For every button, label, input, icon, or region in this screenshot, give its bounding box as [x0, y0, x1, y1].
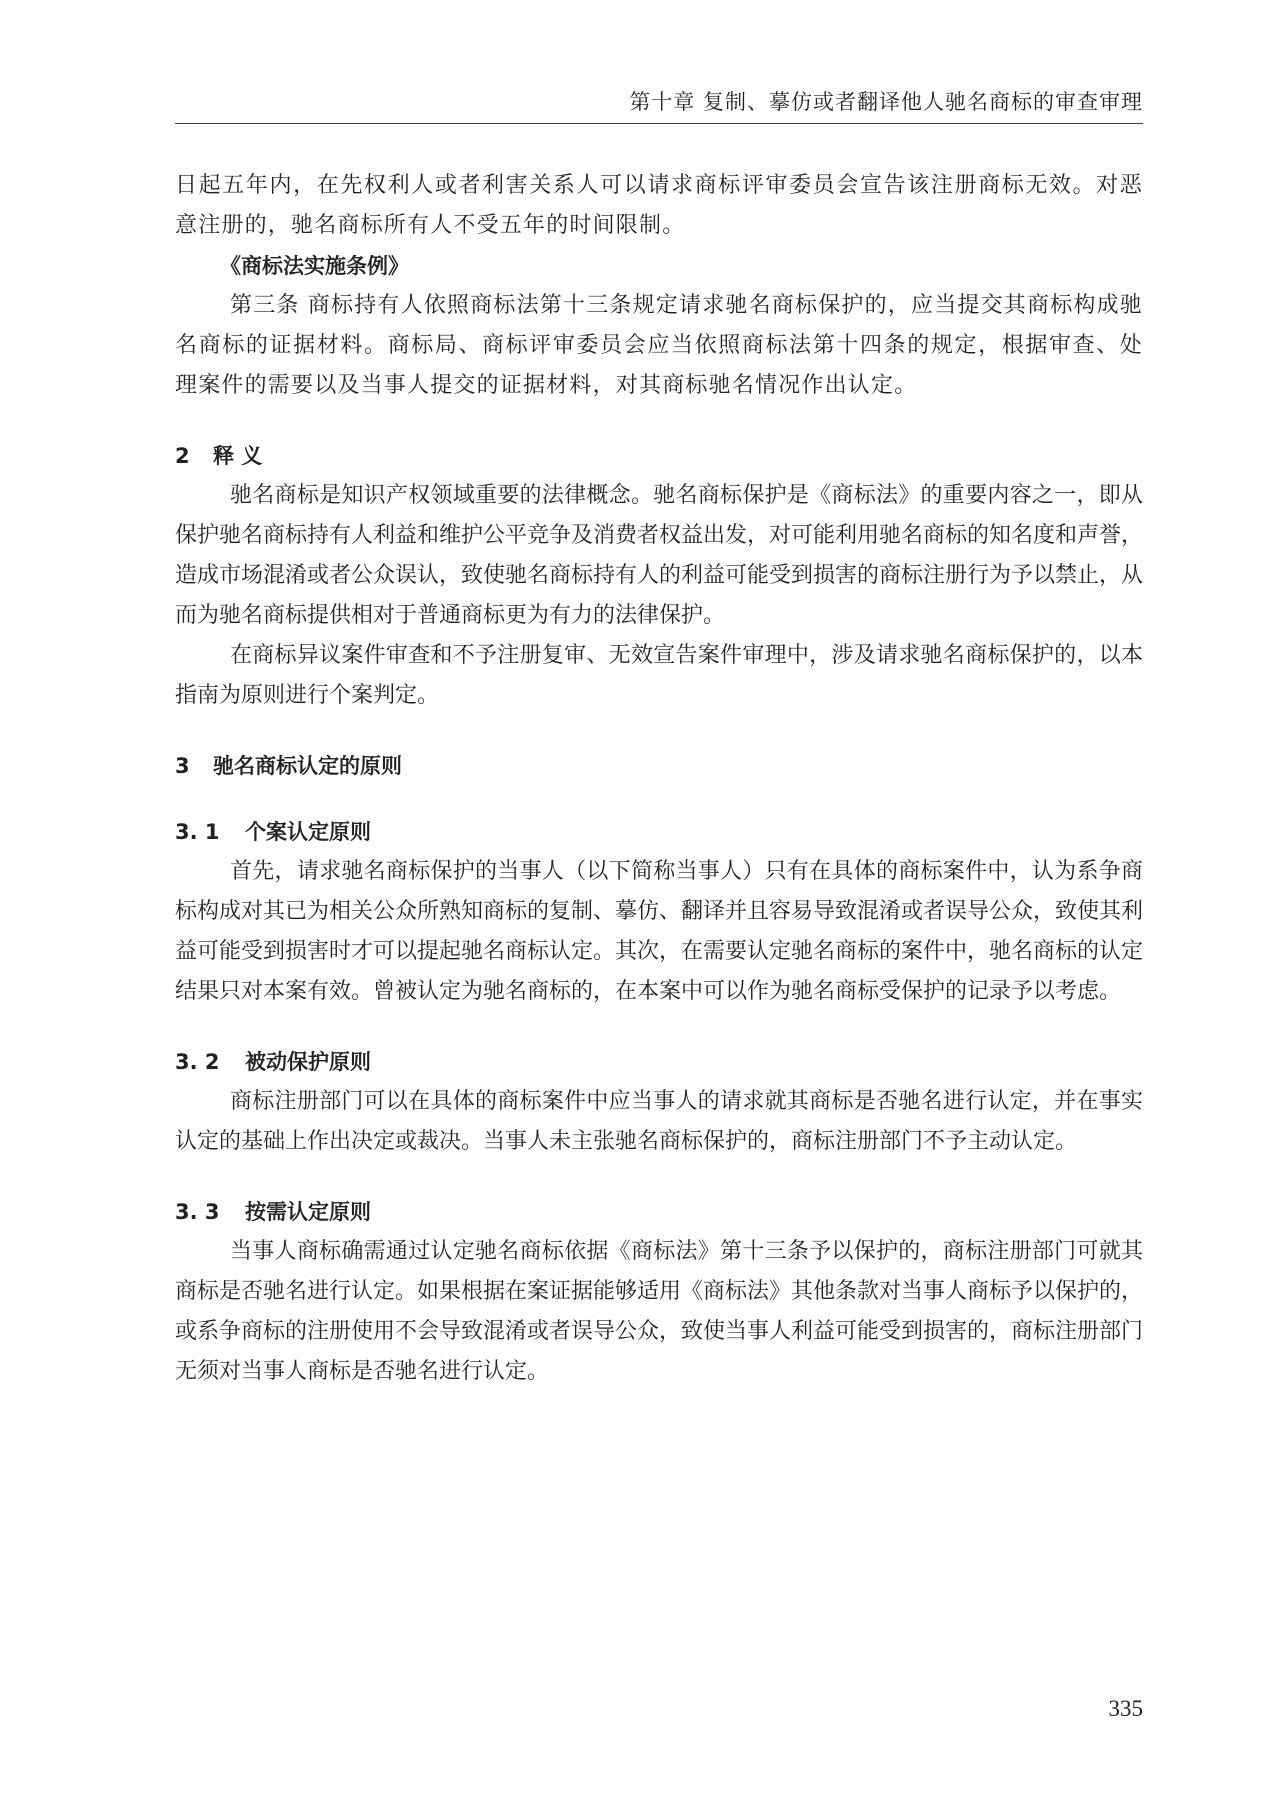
- section-heading-2: [175, 436, 1143, 476]
- page-body: [175, 166, 1143, 1392]
- paragraph-article-3: 第三条 商标持有人依照商标法第十三条规定请求驰名商标保护的，应当提交其商标构成驰名商标的证据材料。商标局、商标评审委员会应当依照商标法第十四条的规定，根据审查、处理案件的需要以及当事人提交的证据材料，对其商标驰名情况作出认定。: [175, 293, 1143, 398]
- section-number: 3. 3: [175, 1200, 220, 1224]
- section-number: 3. 1: [175, 820, 220, 844]
- section-title: 个案认定原则: [245, 820, 371, 844]
- paragraph-case-by-case: 首先，请求驰名商标保护的当事人（以下简称当事人）只有在具体的商标案件中，认为系争商标构成对其已为相关公众所熟知商标的复制、摹仿、翻译并且容易导致混淆或者误导公众，致使其利益可能受到损害时才可以提起驰名商标认定。其次，在需要认定驰名商标的案件中，驰名商标的认定结果只对本案有效。曾被认定为驰名商标的，在本案中可以作为驰名商标受保护的记录予以考虑。: [175, 859, 1144, 1004]
- section-heading-3-2: [175, 1042, 1143, 1082]
- section-title: 驰名商标认定的原则: [213, 754, 402, 778]
- paragraph-interpretation-1: 驰名商标是知识产权领域重要的法律概念。驰名商标保护是《商标法》的重要内容之一，即从保护驰名商标持有人利益和维护公平竞争及消费者权益出发，对可能利用驰名商标的知名度和声誉，造成市场混淆或者公众误认，致使驰名商标持有人的利益可能受到损害的商标注册行为予以禁止，从而为驰名商标提供相对于普通商标更为有力的法律保护。: [175, 483, 1144, 628]
- page-number: 335: [1108, 1696, 1143, 1721]
- section-heading-3: [175, 746, 1143, 786]
- section-title: 按需认定原则: [245, 1200, 371, 1224]
- header-rule: [175, 123, 1143, 124]
- section-heading-3-3: [175, 1192, 1143, 1232]
- section-number: 2: [175, 444, 190, 468]
- running-header: 第十章 复制、摹仿或者翻译他人驰名商标的审查审理: [629, 90, 1143, 114]
- section-title: 被动保护原则: [245, 1050, 371, 1074]
- law-title: 《商标法实施条例》: [220, 254, 409, 278]
- section-number: 3. 2: [175, 1050, 220, 1074]
- paragraph-passive-protection: 商标注册部门可以在具体的商标案件中应当事人的请求就其商标是否驰名进行认定，并在事实认定的基础上作出决定或裁决。当事人未主张驰名商标保护的，商标注册部门不予主动认定。: [175, 1089, 1143, 1154]
- paragraph-as-needed: 当事人商标确需通过认定驰名商标依据《商标法》第十三条予以保护的，商标注册部门可就其商标是否驰名进行认定。如果根据在案证据能够适用《商标法》其他条款对当事人商标予以保护的，或系争商标的注册使用不会导致混淆或者误导公众，致使当事人利益可能受到损害的，商标注册部门无须对当事人商标是否驰名进行认定。: [175, 1239, 1144, 1384]
- paragraph-continuation: 日起五年内，在先权利人或者利害关系人可以请求商标评审委员会宣告该注册商标无效。对恶意注册的，驰名商标所有人不受五年的时间限制。: [175, 173, 1143, 238]
- section-title: 释 义: [213, 444, 263, 468]
- paragraph-interpretation-2: 在商标异议案件审查和不予注册复审、无效宣告案件审理中，涉及请求驰名商标保护的，以本指南为原则进行个案判定。: [175, 643, 1143, 708]
- section-heading-3-1: [175, 812, 1143, 852]
- section-number: 3: [175, 754, 190, 778]
